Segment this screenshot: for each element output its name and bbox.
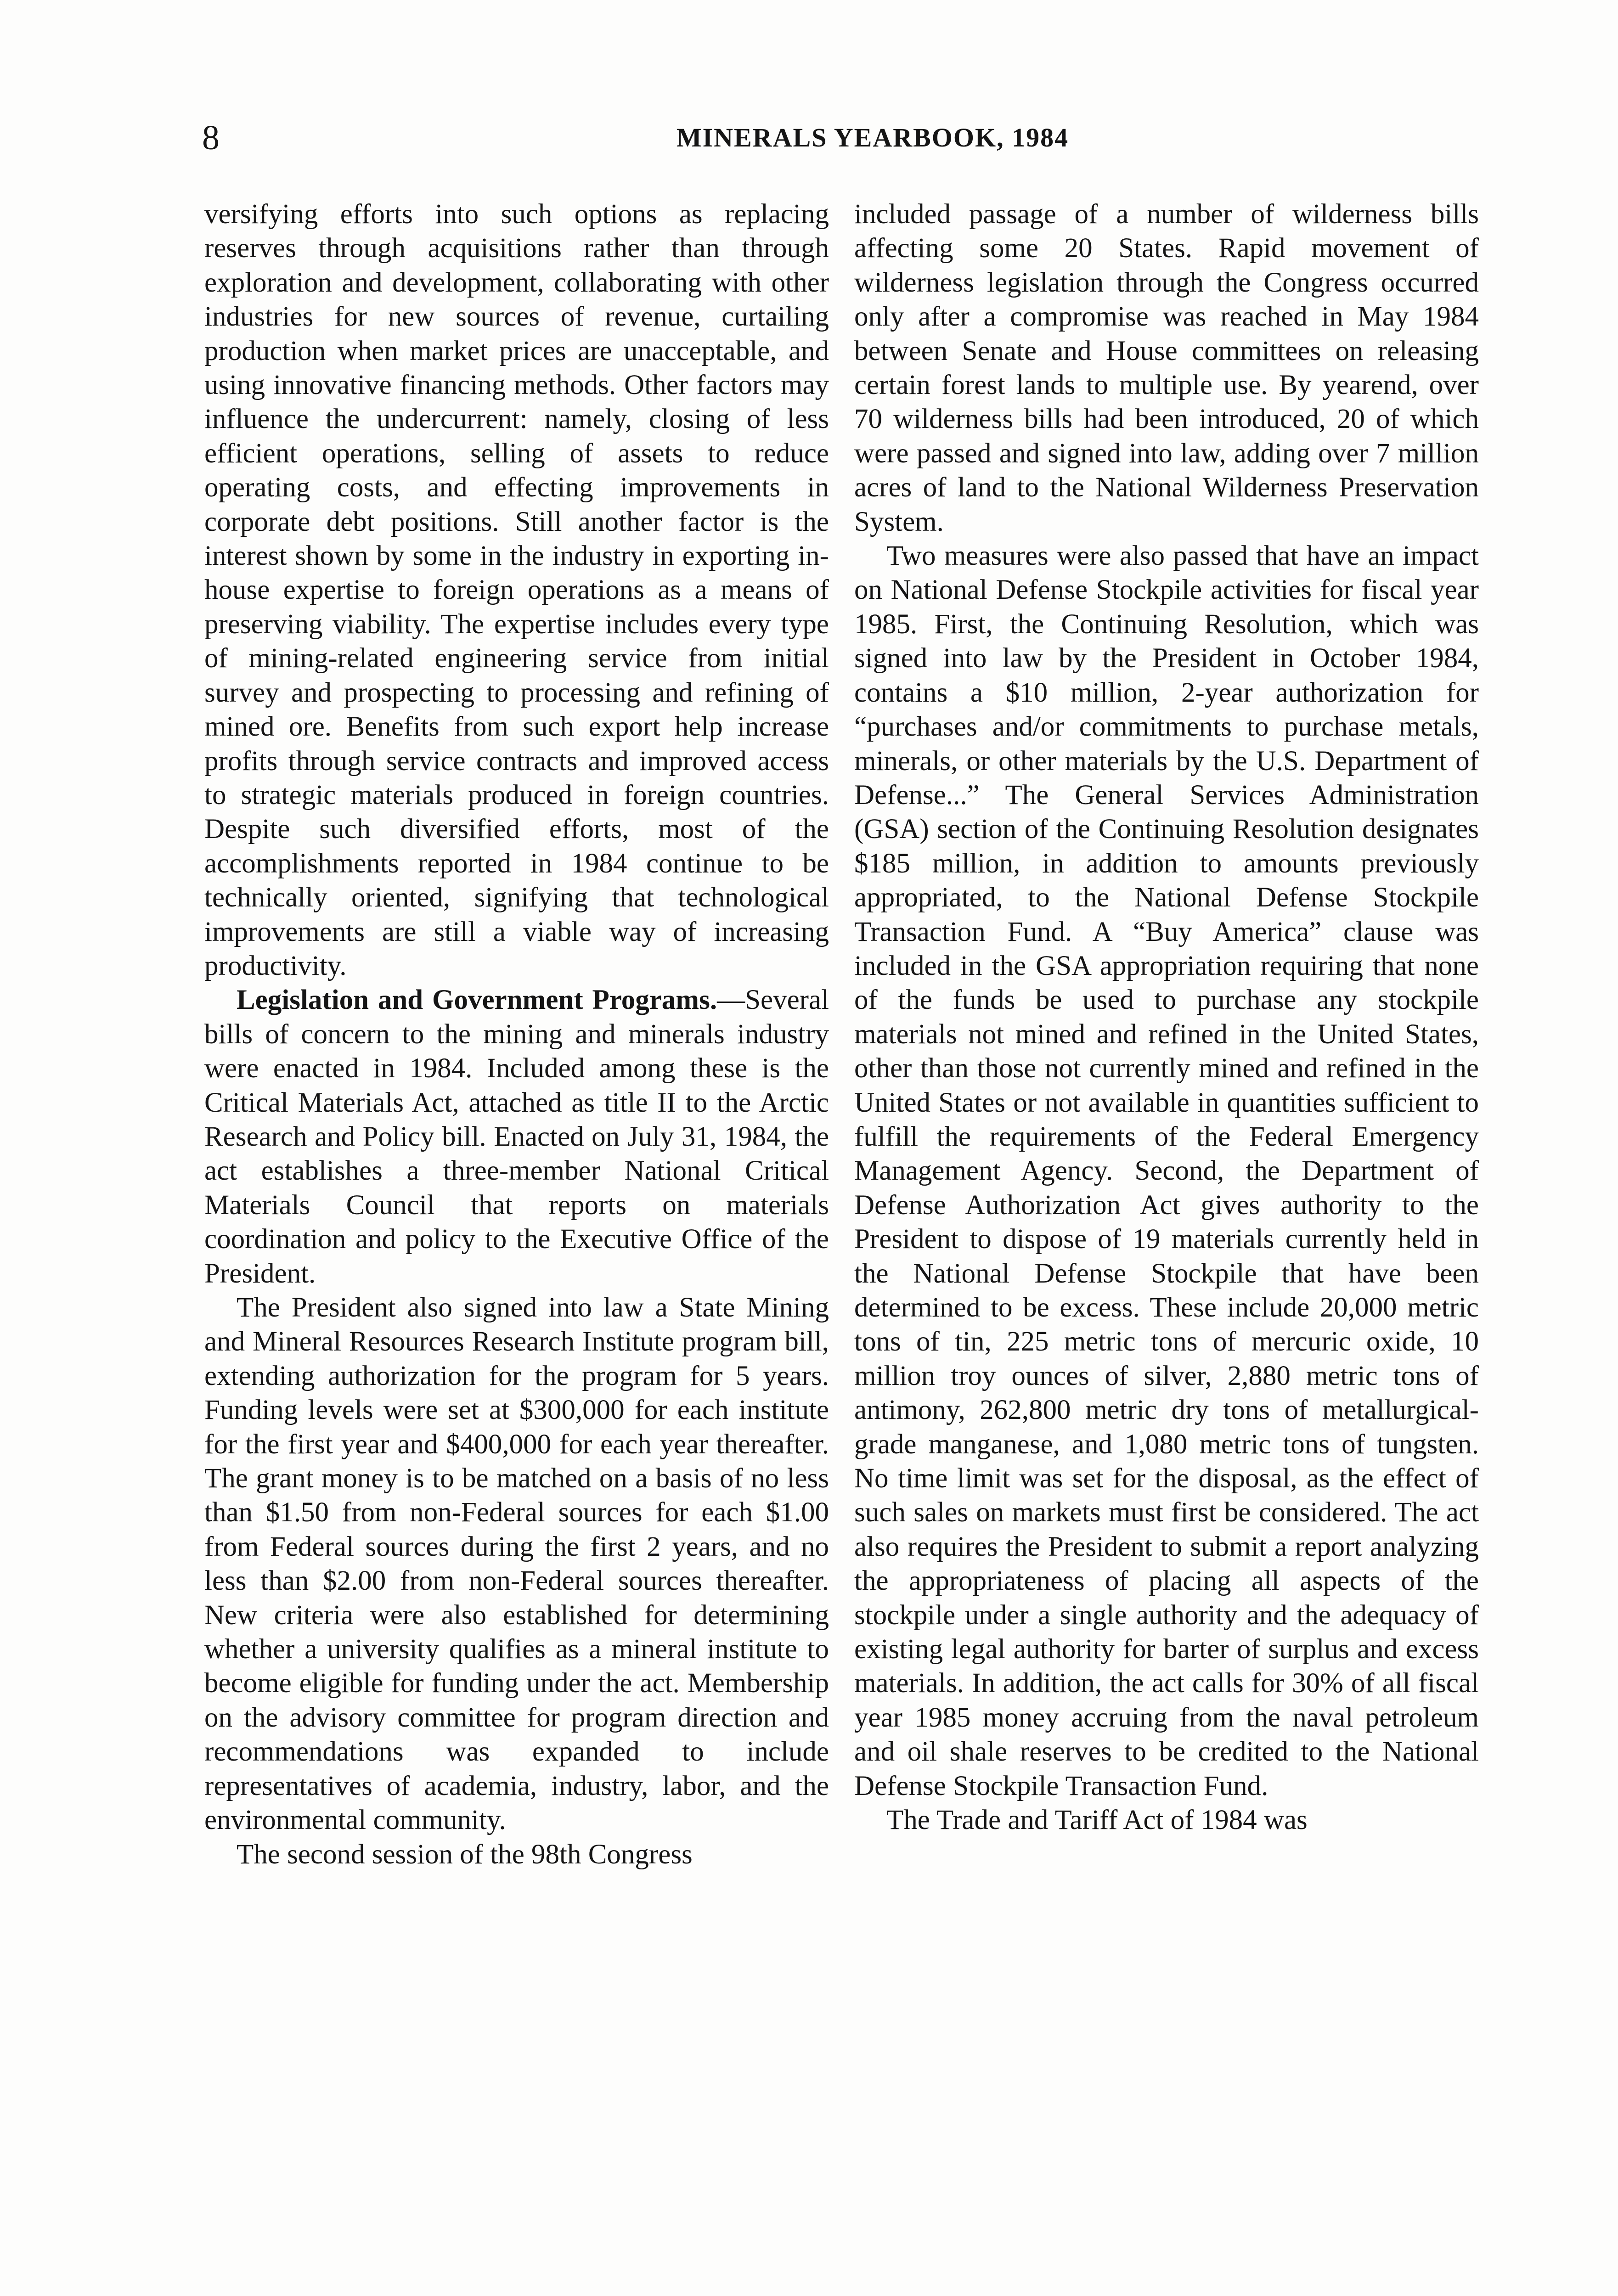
section-heading: Legislation and Government Programs. (237, 985, 717, 1016)
paragraph-congress-start: The second session of the 98th Congress (237, 1839, 693, 1870)
paragraph-legislation (204, 983, 829, 1291)
paragraph-wilderness: included passage of a number of wilderness bills affecting some 20 States. Rapid movement of wilderness legislation through the Congress occurred only after a compromise was reached in May 1984 between Senate and House committees on releasing certain forest lands to multiple use. By yearend, over 70 wilderness bills had been introduced, 20 of which were passed and signed into law, adding over 7 million acres of land to the National Wilderness Preservation System. (854, 199, 1479, 537)
left-column (204, 197, 829, 1872)
paragraph-research-institute: The President also signed into law a State Mining and Mineral Resources Research Institute program bill, extending authorization for the program for 5 years. Funding levels were set at $300,000 for each institute for the first year and $400,000 for each year thereafter. The grant money is to be matched on a basis of no less than $1.50 from non-Federal sources for each $1.00 from Federal sources during the first 2 years, and no less than $2.00 from non-Federal sources thereafter. New criteria were also established for determining whether a university qualifies as a mineral institute to become eligible for funding under the act. Membership on the advisory committee for program direction and recommendations was expanded to include representatives of academia, industry, labor, and the environmental community. (204, 1292, 829, 1836)
right-column (854, 197, 1479, 1838)
publication-title: MINERALS YEARBOOK, 1984 (676, 123, 1069, 152)
paragraph-continuation: versifying efforts into such options as replacing reserves through acquisitions rather than through exploration and development, collaborating with other industries for new sources of revenue, curtailing production when market prices are unacceptable, and using innovative financing methods. Other factors may influence the undercurrent: namely, closing of less efficient operations, selling of assets to reduce operating costs, and effecting improvements in corporate debt positions. Still another factor is the interest shown by some in the industry in exporting in-house expertise to foreign operations as a means of preserving viability. The expertise includes every type of mining-related engineering service from initial survey and prospecting to processing and refining of mined ore. Benefits from such export help increase profits through service contracts and improved access to strategic materials produced in foreign countries. Despite such diversified efforts, most of the accomplishments reported in 1984 continue to be technically oriented, signifying that technological improvements are still a viable way of increasing productivity. (204, 199, 829, 981)
running-header (202, 115, 1488, 161)
paragraph-stockpile: Two measures were also passed that have an impact on National Defense Stockpile activities for fiscal year 1985. First, the Continuing Resolution, which was signed into law by the President in October 1984, contains a $10 million, 2-year authorization for “purchases and/or commitments to purchase metals, minerals, or other materials by the U.S. Department of Defense...” The General Services Administration (GSA) section of the Continuing Resolution designates $185 million, in addition to amounts previously appropriated, to the National Defense Stockpile Transaction Fund. A “Buy America” clause was included in the GSA appropriation requiring that none of the funds be used to purchase any stockpile materials not mined and refined in the United States, other than those not currently mined and refined in the United States or not available in quantities sufficient to fulfill the requirements of the Federal Emergency Management Agency. Second, the Department of Defense Authorization Act gives authority to the President to dispose of 19 materials currently held in the National Defense Stockpile that have been determined to be excess. These include 20,000 metric tons of tin, 225 metric tons of mercuric oxide, 10 million troy ounces of silver, 2,880 metric tons of antimony, 262,800 metric dry tons of metallurgical-grade manganese, and 1,080 metric tons of tungsten. No time limit was set for the disposal, as the effect of such sales on markets must first be considered. The act also requires the President to submit a report analyzing the appropriateness of placing all aspects of the stockpile under a single authority and the adequacy of existing legal authority for barter of surplus and excess materials. In addition, the act calls for 30% of all fiscal year 1985 money accruing from the naval petroleum and oil shale reserves to be credited to the National Defense Stockpile Transaction Fund. (854, 540, 1479, 1801)
paragraph-legislation-body: —Several bills of concern to the mining and minerals industry were enacted in 1984. Included among these is the Critical Materials Act, attached as title II to the Arctic Research and Policy bill. Enacted on July 31, 1984, the act establishes a three-member National Critical Materials Council that reports on materials coordination and policy to the Executive Office of the President. (204, 985, 829, 1289)
page-number: 8 (202, 118, 220, 157)
paragraph-trade-act-start: The Trade and Tariff Act of 1984 was (886, 1805, 1308, 1836)
